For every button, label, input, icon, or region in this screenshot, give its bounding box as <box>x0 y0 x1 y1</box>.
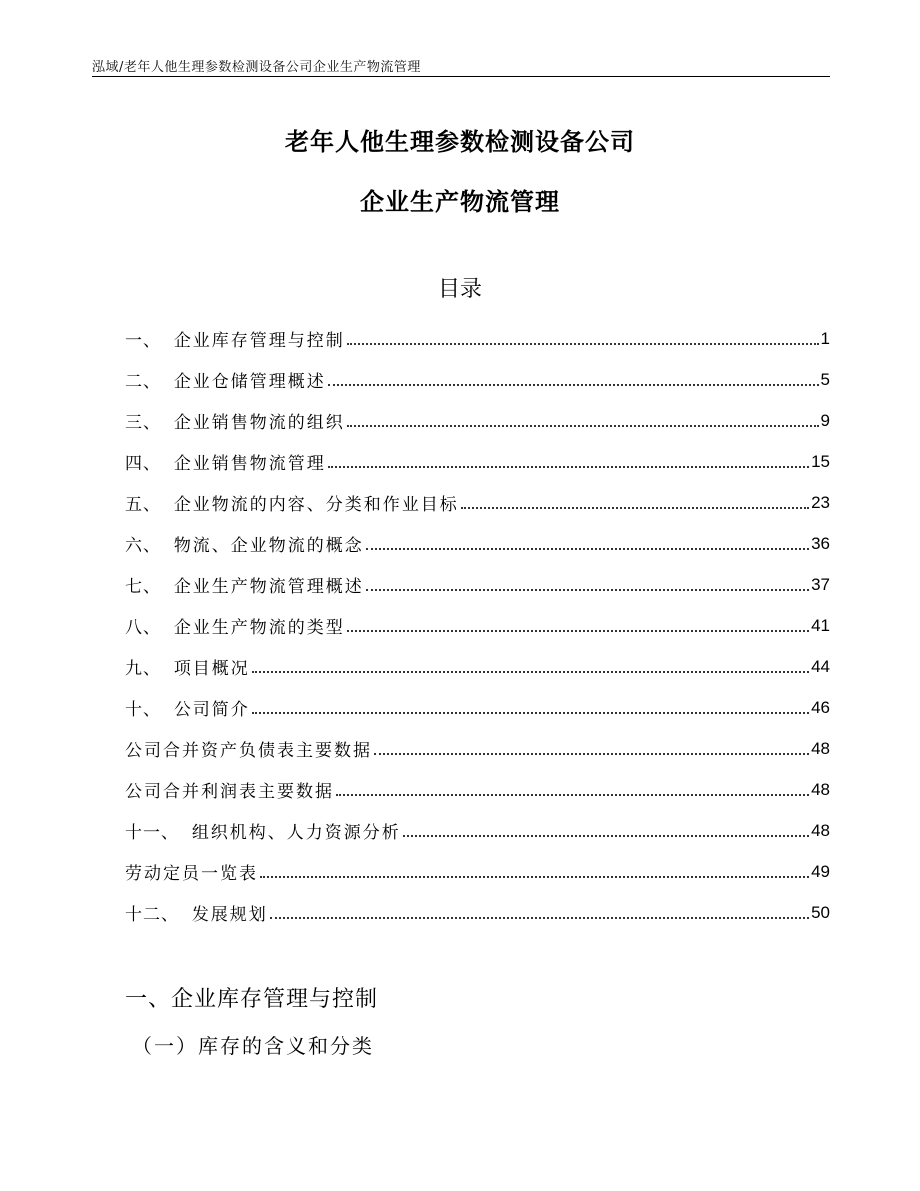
toc-entry-page-number: 23 <box>811 492 830 512</box>
toc-entry-label: 公司简介 <box>173 700 250 720</box>
toc-entry-label: 组织机构、人力资源分析 <box>191 823 401 843</box>
toc-heading: 目录 <box>437 277 482 302</box>
toc-entry[interactable] <box>125 728 830 769</box>
toc-entry[interactable] <box>125 523 830 564</box>
toc-entry-number: 六、 <box>125 536 174 556</box>
toc-entry-page-number: 44 <box>811 656 830 676</box>
header-divider <box>92 76 830 77</box>
toc-entry-label: 发展规划 <box>191 905 268 925</box>
toc-dot-leader <box>347 343 819 345</box>
toc-entry-label: 物流、企业物流的概念 <box>173 536 364 556</box>
toc-dot-leader <box>374 753 809 755</box>
toc-entry[interactable] <box>125 892 830 933</box>
toc-dot-leader <box>347 425 819 427</box>
toc-entry-label: 企业生产物流的类型 <box>173 618 345 638</box>
document-title-line-1: 老年人他生理参数检测设备公司 <box>285 128 635 156</box>
toc-entry[interactable] <box>125 646 830 687</box>
toc-entry-page-number: 1 <box>820 328 830 348</box>
toc-entry-page-number: 37 <box>811 574 830 594</box>
toc-dot-leader <box>366 548 809 550</box>
toc-entry[interactable] <box>125 687 830 728</box>
toc-entry-page-number: 36 <box>811 533 830 553</box>
toc-entry-number: 九、 <box>125 659 174 679</box>
toc-entry-page-number: 49 <box>811 861 830 881</box>
toc-entry-label: 项目概况 <box>173 659 250 679</box>
toc-entry-label: 企业库存管理与控制 <box>173 331 345 351</box>
toc-dot-leader <box>252 671 809 673</box>
section-heading: 一、企业库存管理与控制 <box>125 987 379 1012</box>
toc-entry[interactable] <box>125 605 830 646</box>
toc-dot-leader <box>366 589 809 591</box>
toc-dot-leader <box>260 876 809 878</box>
toc-entry-page-number: 46 <box>811 697 830 717</box>
toc-entry-label: 企业生产物流管理概述 <box>173 577 364 597</box>
toc-entry-page-number: 48 <box>811 779 830 799</box>
toc-entry-page-number: 50 <box>811 902 830 922</box>
toc-entry-label: 公司合并利润表主要数据 <box>125 782 334 802</box>
toc-entry[interactable] <box>125 482 830 523</box>
toc-dot-leader <box>461 507 809 509</box>
toc-entry[interactable] <box>125 810 830 851</box>
toc-entry[interactable] <box>125 359 830 400</box>
toc-entry[interactable] <box>125 318 830 359</box>
toc-entry[interactable] <box>125 441 830 482</box>
toc-entry-label: 劳动定员一览表 <box>125 864 258 884</box>
toc-entry-number: 二、 <box>125 372 174 392</box>
toc-dot-leader <box>252 712 809 714</box>
toc-entry-page-number: 48 <box>811 820 830 840</box>
toc-dot-leader <box>403 835 809 837</box>
subsection-heading: （一）库存的含义和分类 <box>132 1034 374 1058</box>
toc-entry-number: 三、 <box>125 413 174 433</box>
toc-entry-number: 七、 <box>125 577 174 597</box>
document-title-line-2: 企业生产物流管理 <box>360 188 560 216</box>
toc-entry-page-number: 5 <box>820 369 830 389</box>
toc-entry-number: 十、 <box>125 700 174 720</box>
toc-entry-label: 企业销售物流管理 <box>173 454 326 474</box>
toc-entry-number: 一、 <box>125 331 174 351</box>
toc-entry-label: 公司合并资产负债表主要数据 <box>125 741 372 761</box>
toc-entry-number: 四、 <box>125 454 174 474</box>
toc-entry-page-number: 15 <box>811 451 830 471</box>
toc-dot-leader <box>347 630 809 632</box>
toc-dot-leader <box>336 794 809 796</box>
toc-dot-leader <box>328 466 809 468</box>
toc-entry-label: 企业仓储管理概述 <box>173 372 326 392</box>
toc-entry-number: 十二、 <box>125 905 192 925</box>
toc-dot-leader <box>328 384 819 386</box>
toc-entry-page-number: 9 <box>820 410 830 430</box>
toc-entry-number: 五、 <box>125 495 174 515</box>
toc-entry[interactable] <box>125 769 830 810</box>
toc-dot-leader <box>270 917 809 919</box>
toc-entry-label: 企业销售物流的组织 <box>173 413 345 433</box>
toc-entry[interactable] <box>125 400 830 441</box>
toc-entry-number: 八、 <box>125 618 174 638</box>
toc-entry-page-number: 41 <box>811 615 830 635</box>
running-header: 泓域/老年人他生理参数检测设备公司企业生产物流管理 <box>92 60 421 75</box>
toc-entry[interactable] <box>125 564 830 605</box>
toc-entry-page-number: 48 <box>811 738 830 758</box>
toc-entry-number: 十一、 <box>125 823 192 843</box>
toc-entry-label: 企业物流的内容、分类和作业目标 <box>173 495 459 515</box>
toc-entry[interactable] <box>125 851 830 892</box>
table-of-contents <box>125 318 830 933</box>
